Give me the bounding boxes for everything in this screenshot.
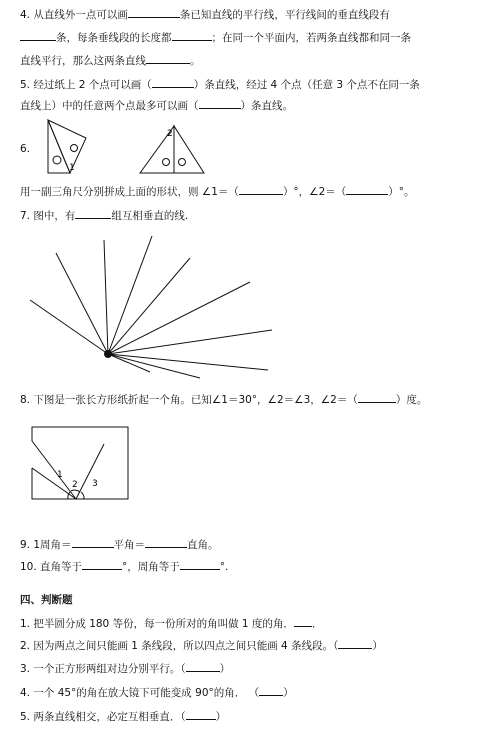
q7-ray-2 [56, 253, 108, 354]
q7-ray-5 [108, 258, 190, 354]
q4-text-1a: 4. 从直线外一点可以画 [20, 9, 128, 21]
q6-text-a: 用一副三角尺分别拼成上面的形状，则 ∠1＝（ [20, 186, 239, 198]
q9-question [20, 536, 219, 552]
q4-text-2b: ；在同一个平面内，若两条直线都和同一条 [211, 32, 411, 44]
q8-angle-label-3: 3 [92, 479, 98, 489]
q10-blank-1[interactable] [82, 558, 122, 570]
q10-question [20, 558, 228, 574]
q5-text-2a: 直线上）中的任意两个点最多可以画（ [20, 100, 199, 112]
q8-paper-outline [32, 427, 128, 499]
q10-text-c: °. [219, 561, 229, 573]
judge-item-3-text: 3. 一个正方形两组对边分别平行。（ [20, 663, 186, 675]
judge-item-5-text: 5. 两条直线相交，必定互相垂直．（ [20, 711, 186, 723]
judge-item-4-blank[interactable] [259, 684, 283, 696]
q8-angle-arc-3 [81, 492, 84, 499]
judge-item-1-end: ． [311, 618, 323, 630]
q4-text-3b: 。 [190, 55, 201, 67]
q8-angle-label-2: 2 [72, 480, 78, 490]
judge-item-1-blank[interactable] [294, 615, 312, 627]
q7-ray-3 [104, 240, 108, 354]
q7-vertex-point [104, 350, 112, 358]
q7-ray-4 [108, 236, 152, 354]
q6-number: 6. [20, 143, 31, 155]
q7-ray-8 [108, 354, 268, 370]
q9-blank-2[interactable] [145, 536, 187, 548]
q8-text-a: 8. 下图是一张长方形纸折起一个角。已知∠1＝30°，∠2＝∠3，∠2＝（ [20, 394, 358, 406]
q4-text-2a: 条，每条垂线段的长度都 [56, 32, 172, 44]
q7-ray-1 [30, 300, 108, 354]
judge-item-4-text: 4. 一个 45°的角在放大镜下可能变成 90°的角． （ [20, 687, 260, 699]
q10-blank-2[interactable] [180, 558, 220, 570]
q10-text-b: °，周角等于 [122, 561, 180, 573]
q7-text-a: 7. 图中，有 [20, 210, 76, 222]
q9-text-c: 直角。 [187, 539, 219, 551]
q8-blank[interactable] [358, 391, 396, 403]
q7-text-b: 组互相垂直的线. [111, 210, 189, 222]
judge-item-1-text: 1. 把半圆分成 180 等份，每一份所对的角叫做 1 度的角． [20, 618, 294, 630]
q5-text-1a: 5. 经过纸上 2 个点可以画（ [20, 79, 152, 91]
q6-angle-label-1: 1 [69, 163, 75, 173]
q8-angle-arc-2 [71, 490, 80, 492]
q9-text-a: 9. 1周角＝ [20, 539, 72, 551]
section-4-title: 四、判断题 [20, 594, 73, 606]
judge-item-5-blank[interactable] [186, 708, 216, 720]
judge-item-4-end: ） [283, 687, 294, 699]
q6-text-b: ）°，∠2＝（ [282, 186, 347, 198]
q5-text-1b: ）条直线，经过 4 个点（任意 3 个点不在同一条 [193, 79, 420, 91]
q7-ray-9 [108, 354, 200, 378]
q4-text-3a: 直线平行，那么这两条直线 [20, 55, 146, 67]
q9-text-b: 平角＝ [113, 539, 146, 551]
judge-item-2-blank[interactable] [338, 637, 372, 649]
q8-question [20, 391, 427, 407]
q8-text-b: ）度。 [395, 394, 428, 406]
q8-figure [24, 426, 132, 502]
q8-angle-label-1: 1 [57, 470, 63, 480]
judge-item-3-blank[interactable] [186, 660, 220, 672]
q8-fold-edge-bottom [32, 468, 76, 499]
q9-blank-1[interactable] [72, 536, 114, 548]
q6-text-c: ）°。 [388, 186, 415, 198]
q8-fold-crease [76, 444, 104, 499]
q8-fold-edge-top [32, 441, 76, 499]
q5-text-2b: ）条直线。 [240, 100, 293, 112]
judge-item-2-end: ） [372, 640, 383, 652]
judge-item-5 [20, 708, 226, 724]
judge-item-5-end: ） [215, 711, 227, 723]
judge-item-3-end: ） [219, 663, 231, 675]
q4-text-1b: 条已知直线的平行线，平行线间的垂直线段有 [179, 9, 390, 21]
judge-item-1 [20, 615, 322, 631]
judge-item-2 [20, 637, 383, 653]
q6-angle-label-2: 2 [167, 129, 173, 139]
judge-item-4 [20, 684, 294, 700]
judge-item-2-text: 2. 因为两点之间只能画 1 条线段，所以四点之间只能画 4 条线段。（ [20, 640, 339, 652]
q10-text-a: 10. 直角等于 [20, 561, 83, 573]
judge-item-3 [20, 660, 230, 676]
